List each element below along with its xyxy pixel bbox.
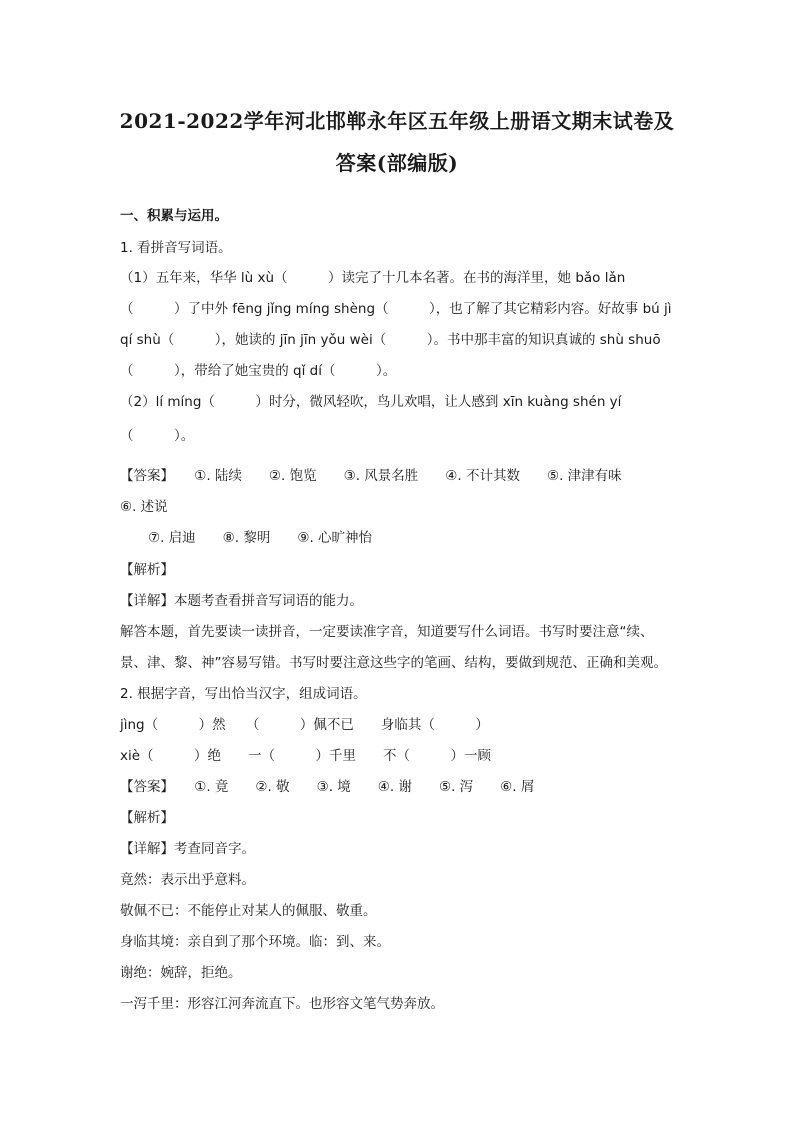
title-line-2: 答案(部编版) xyxy=(335,151,459,175)
question-2-row: jìng（ ）然 （ ）佩不已 身临其（ ） xyxy=(120,717,489,733)
question-1-line: （2）lí míng（ ）时分，微风轻吹，鸟儿欢唱，让人感到 xīn kuàng shén yí xyxy=(120,394,622,410)
question-1-line: （ ）了中外 fēng jǐng míng shèng（ ），也了解了其它精彩内容。好故事 bú jì xyxy=(120,301,672,317)
question-1-line: （1）五年来，华华 lù xù（ ）读完了十几本名著。在书的海洋里，她 bǎo lǎn xyxy=(120,270,626,286)
question-1-line: （ ）。 xyxy=(120,428,195,444)
question-2-note: 一泻千里：形容江河奔流直下。也形容文笔气势奔放。 xyxy=(120,996,444,1012)
question-1-detail: 【详解】本题考查看拼音写词语的能力。 xyxy=(120,593,363,609)
question-1-answer-cont: ⑦. 启迪 ⑧. 黎明 ⑨. 心旷神怡 xyxy=(148,530,373,546)
section-heading: 一、积累与运用。 xyxy=(120,208,228,224)
question-2-note: 敬佩不已：不能停止对某人的佩服、敬重。 xyxy=(120,903,377,919)
question-2-analysis: 【解析】 xyxy=(120,810,174,826)
question-2-note: 竟然：表示出乎意料。 xyxy=(120,872,255,888)
question-1-analysis: 【解析】 xyxy=(120,562,174,578)
question-2-note: 谢绝：婉辞，拒绝。 xyxy=(120,965,242,981)
title-line-1: 2021-2022学年河北邯郸永年区五年级上册语文期末试卷及 xyxy=(119,109,675,133)
question-2-prompt: 2. 根据字音，写出恰当汉字，组成词语。 xyxy=(120,686,367,702)
question-1-explanation: 解答本题，首先要读一读拼音，一定要读准字音，知道要写什么词语。书写时要注意“续、 xyxy=(120,624,654,640)
document-title xyxy=(100,100,694,184)
question-2-detail: 【详解】考查同音字。 xyxy=(120,841,255,857)
question-1-prompt: 1. 看拼音写词语。 xyxy=(120,240,232,256)
question-2-row: xiè（ ）绝 一（ ）千里 不（ ）一顾 xyxy=(120,748,492,764)
question-1-line: qí shù（ ），她读的 jīn jīn yǒu wèi（ ）。书中那丰富的知识真诚的 shù shuō xyxy=(120,332,661,348)
question-2-note: 身临其境：亲自到了那个环境。临：到、来。 xyxy=(120,934,390,950)
question-1-answer-cont: ⑥. 述说 xyxy=(120,499,168,515)
question-1-answer: 【答案】 ①. 陆续 ②. 饱览 ③. 风景名胜 ④. 不计其数 ⑤. 津津有味 xyxy=(120,468,622,484)
question-2-answer: 【答案】 ①. 竟 ②. 敬 ③. 境 ④. 谢 ⑤. 泻 ⑥. 屑 xyxy=(120,779,535,795)
question-1-explanation: 景、津、黎、神”容易写错。书写时要注意这些字的笔画、结构，要做到规范、正确和美观。 xyxy=(120,655,667,671)
question-1-line: （ ），带给了她宝贵的 qǐ dí（ ）。 xyxy=(120,363,397,379)
